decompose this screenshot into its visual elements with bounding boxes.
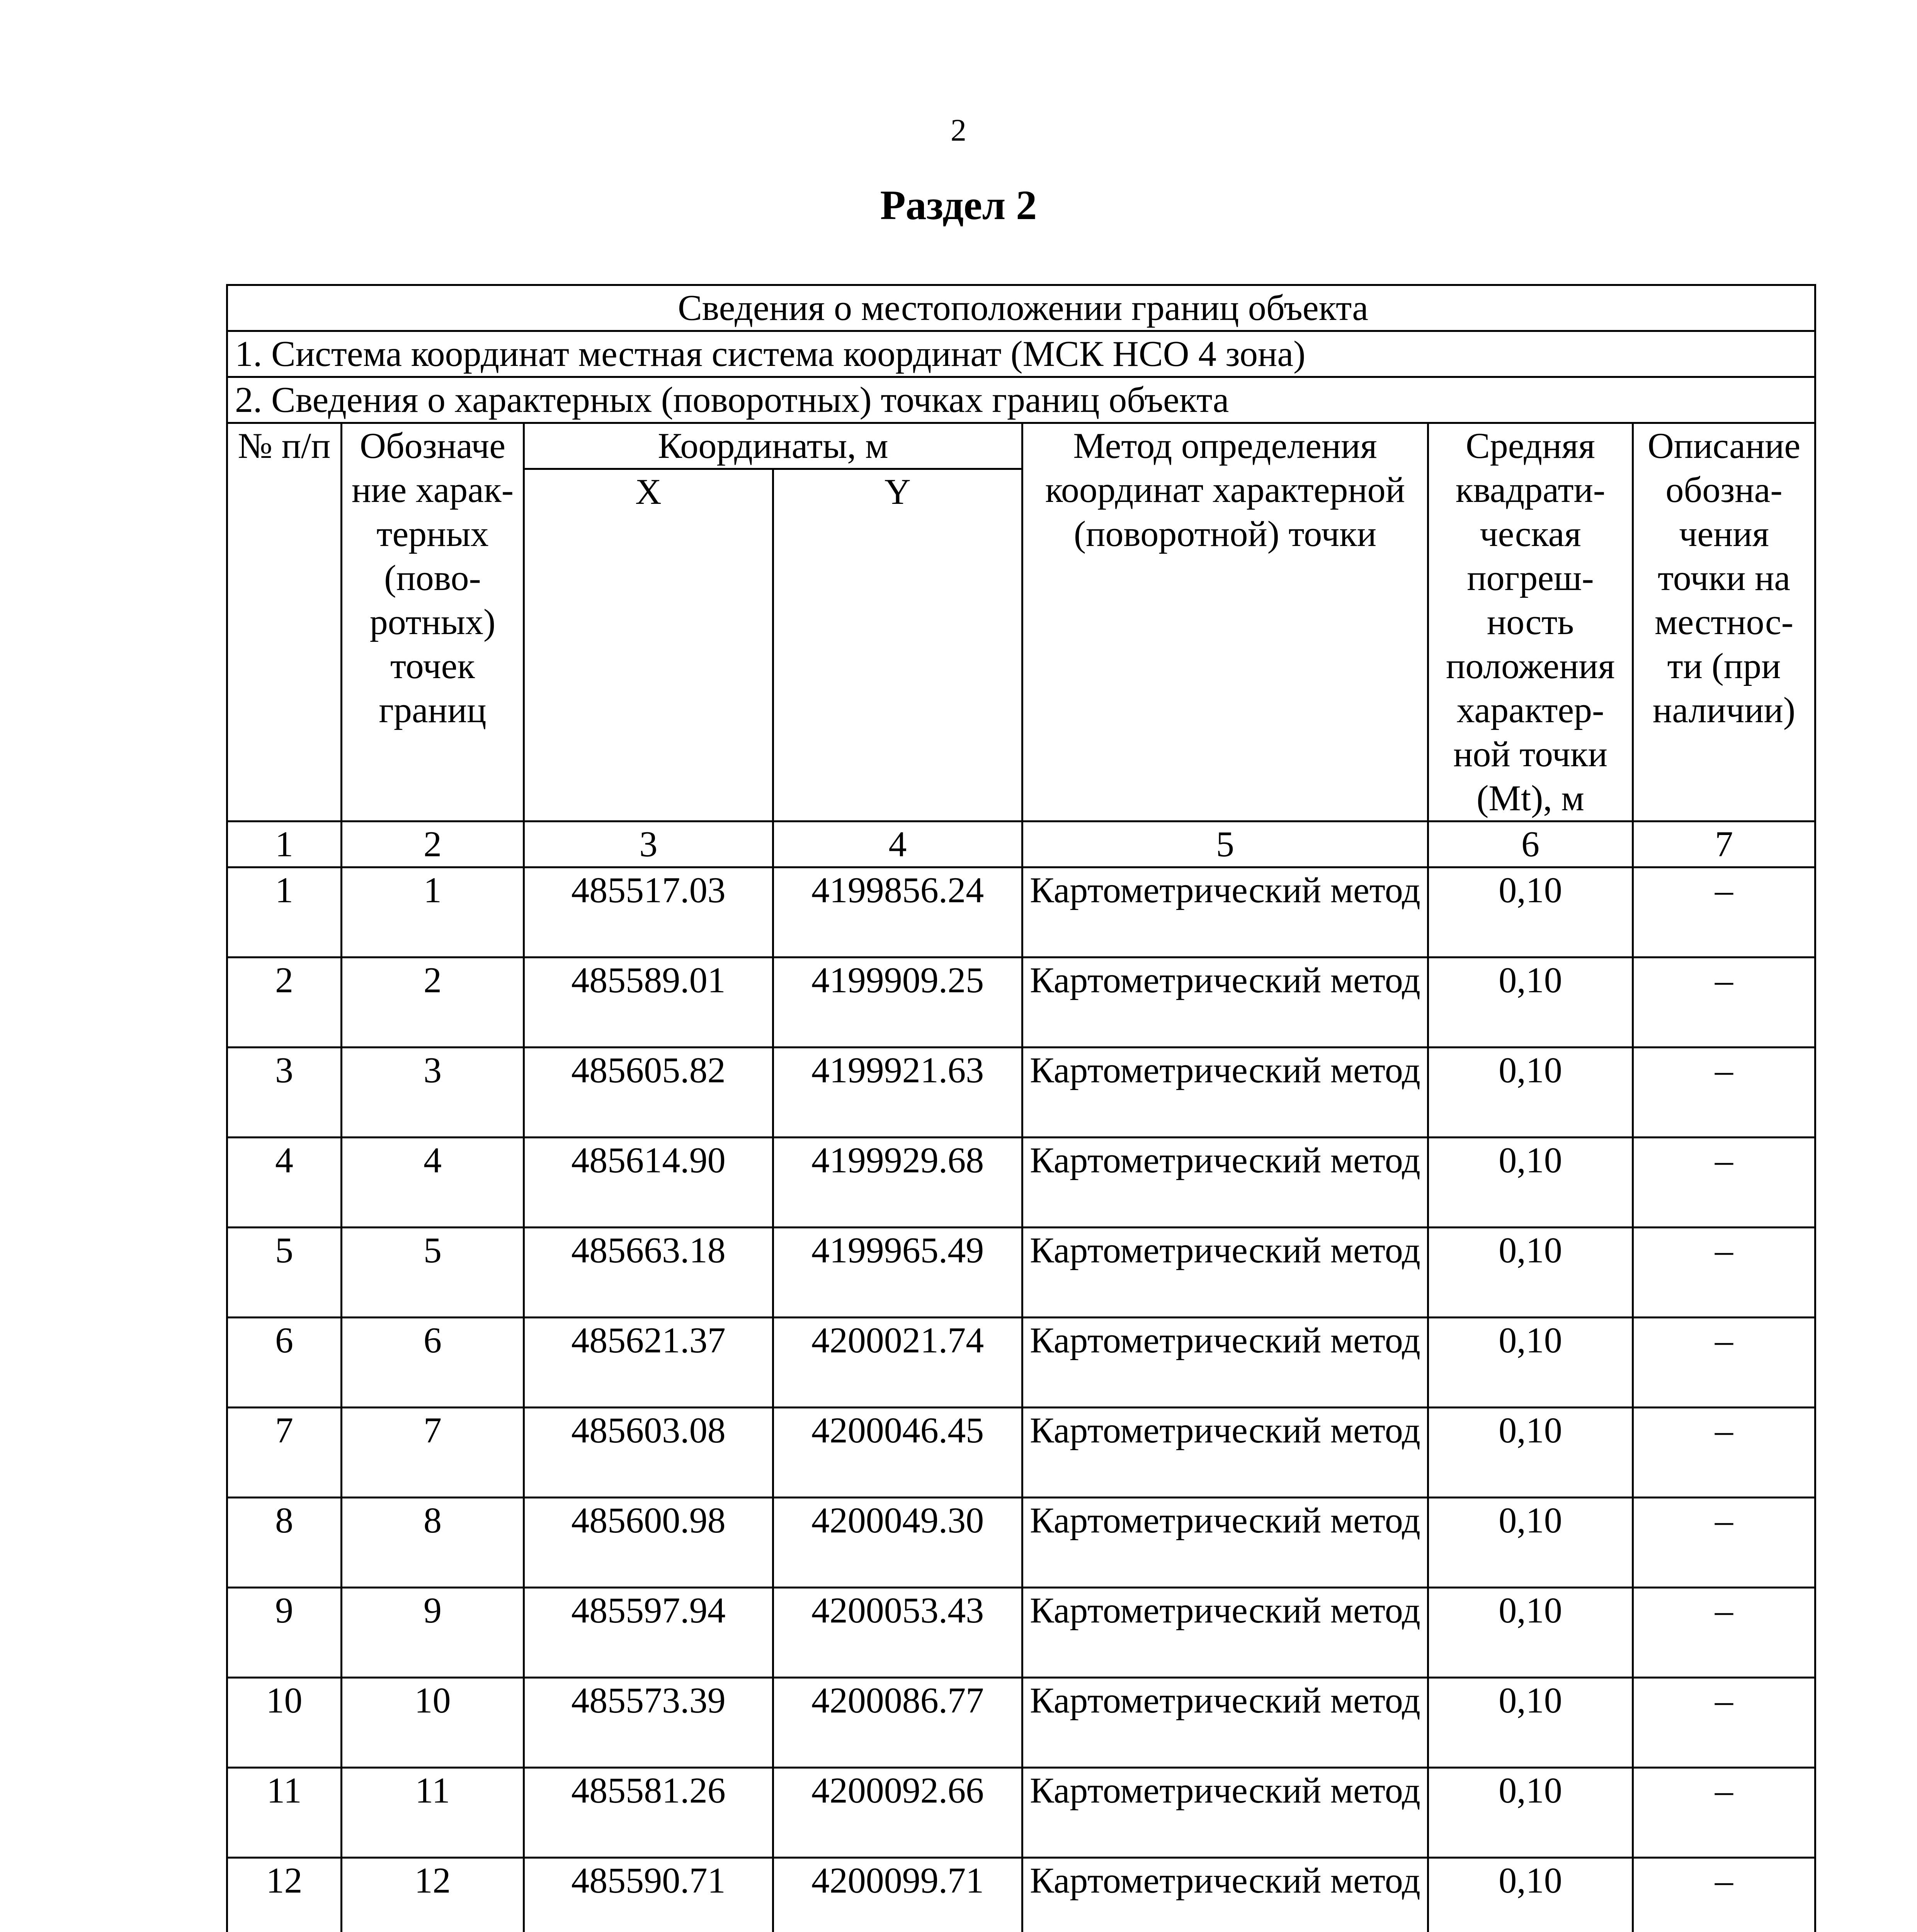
mean-error: 0,10: [1428, 1138, 1633, 1228]
point-number: 10: [227, 1678, 342, 1768]
method: Картометрический метод: [1022, 1588, 1428, 1678]
coord-x: 485573.39: [524, 1678, 773, 1768]
coord-y: 4200021.74: [773, 1318, 1022, 1408]
method: Картометрический метод: [1022, 1498, 1428, 1588]
method: Картометрический метод: [1022, 1408, 1428, 1498]
column-number: 2: [342, 821, 524, 867]
description: –: [1633, 1228, 1815, 1318]
point-number: 8: [227, 1498, 342, 1588]
method: Картометрический метод: [1022, 867, 1428, 957]
coord-y: 4200099.71: [773, 1858, 1022, 1932]
description: –: [1633, 1138, 1815, 1228]
coord-y: 4199929.68: [773, 1138, 1022, 1228]
table-row: [227, 1408, 1815, 1498]
table-row: [227, 1228, 1815, 1318]
method: Картометрический метод: [1022, 1048, 1428, 1138]
point-designation: 2: [342, 957, 524, 1048]
header-x: X: [524, 469, 773, 821]
point-designation: 7: [342, 1408, 524, 1498]
header-description: Описание обозна- чения точки на местнос- ти (при наличии): [1633, 423, 1815, 821]
table-row: [227, 1498, 1815, 1588]
table-row: [227, 1588, 1815, 1678]
point-designation: 8: [342, 1498, 524, 1588]
point-designation: 12: [342, 1858, 524, 1932]
mean-error: 0,10: [1428, 957, 1633, 1048]
coord-x: 485614.90: [524, 1138, 773, 1228]
method: Картометрический метод: [1022, 957, 1428, 1048]
coord-y: 4200086.77: [773, 1678, 1022, 1768]
point-designation: 3: [342, 1048, 524, 1138]
point-designation: 11: [342, 1768, 524, 1858]
point-designation: 6: [342, 1318, 524, 1408]
description: –: [1633, 1678, 1815, 1768]
table-row: [227, 1318, 1815, 1408]
point-number: 6: [227, 1318, 342, 1408]
column-number: 7: [1633, 821, 1815, 867]
point-number: 4: [227, 1138, 342, 1228]
column-number: 1: [227, 821, 342, 867]
coord-x: 485621.37: [524, 1318, 773, 1408]
table-row: [227, 1858, 1815, 1932]
method: Картометрический метод: [1022, 1678, 1428, 1768]
point-designation: 1: [342, 867, 524, 957]
section-title: Раздел 2: [880, 182, 1037, 228]
point-number: 3: [227, 1048, 342, 1138]
points-caption: 2. Сведения о характерных (поворотных) точках границ объекта: [227, 377, 1815, 423]
table-row: [227, 1678, 1815, 1768]
description: –: [1633, 1408, 1815, 1498]
header-method: Метод определения координат характерной (поворотной) точки: [1022, 423, 1428, 821]
point-number: 11: [227, 1768, 342, 1858]
point-number: 2: [227, 957, 342, 1048]
coord-x: 485605.82: [524, 1048, 773, 1138]
point-number: 7: [227, 1408, 342, 1498]
mean-error: 0,10: [1428, 1318, 1633, 1408]
point-designation: 4: [342, 1138, 524, 1228]
point-designation: 9: [342, 1588, 524, 1678]
coord-y: 4200049.30: [773, 1498, 1022, 1588]
mean-error: 0,10: [1428, 1228, 1633, 1318]
coord-y: 4199856.24: [773, 867, 1022, 957]
method: Картометрический метод: [1022, 1858, 1428, 1932]
header-num: № п/п: [227, 423, 342, 821]
column-number: 5: [1022, 821, 1428, 867]
mean-error: 0,10: [1428, 1408, 1633, 1498]
header-y: Y: [773, 469, 1022, 821]
coord-x: 485603.08: [524, 1408, 773, 1498]
point-number: 12: [227, 1858, 342, 1932]
method: Картометрический метод: [1022, 1138, 1428, 1228]
header-error: Средняя квадрати- ческая погреш- ность положения характер- ной точки (Mt), м: [1428, 423, 1633, 821]
mean-error: 0,10: [1428, 1858, 1633, 1932]
coord-x: 485600.98: [524, 1498, 773, 1588]
table-row: [227, 867, 1815, 957]
header-designation: Обозначе ние харак- терных (пово- ротных) точек границ: [342, 423, 524, 821]
coord-x: 485517.03: [524, 867, 773, 957]
mean-error: 0,10: [1428, 1678, 1633, 1768]
point-number: 1: [227, 867, 342, 957]
description: –: [1633, 957, 1815, 1048]
mean-error: 0,10: [1428, 1768, 1633, 1858]
coord-y: 4199909.25: [773, 957, 1022, 1048]
method: Картометрический метод: [1022, 1318, 1428, 1408]
column-number: 3: [524, 821, 773, 867]
coord-y: 4199921.63: [773, 1048, 1022, 1138]
point-designation: 10: [342, 1678, 524, 1768]
coord-y: 4199965.49: [773, 1228, 1022, 1318]
coord-x: 485589.01: [524, 957, 773, 1048]
page-number: 2: [951, 112, 966, 148]
mean-error: 0,10: [1428, 867, 1633, 957]
coord-x: 485590.71: [524, 1858, 773, 1932]
table-row: [227, 1768, 1815, 1858]
table-row: [227, 1048, 1815, 1138]
column-number: 6: [1428, 821, 1633, 867]
coord-x: 485581.26: [524, 1768, 773, 1858]
table-title: Сведения о местоположении границ объекта: [227, 285, 1815, 331]
coord-y: 4200092.66: [773, 1768, 1022, 1858]
point-number: 5: [227, 1228, 342, 1318]
coord-y: 4200046.45: [773, 1408, 1022, 1498]
method: Картометрический метод: [1022, 1228, 1428, 1318]
method: Картометрический метод: [1022, 1768, 1428, 1858]
table-row: [227, 957, 1815, 1048]
header-coordinates: Координаты, м: [524, 423, 1022, 469]
description: –: [1633, 1318, 1815, 1408]
column-number: 4: [773, 821, 1022, 867]
coord-x: 485597.94: [524, 1588, 773, 1678]
point-number: 9: [227, 1588, 342, 1678]
mean-error: 0,10: [1428, 1048, 1633, 1138]
description: –: [1633, 1858, 1815, 1932]
point-designation: 5: [342, 1228, 524, 1318]
mean-error: 0,10: [1428, 1588, 1633, 1678]
description: –: [1633, 867, 1815, 957]
description: –: [1633, 1588, 1815, 1678]
coord-y: 4200053.43: [773, 1588, 1022, 1678]
table-row: [227, 1138, 1815, 1228]
coord-x: 485663.18: [524, 1228, 773, 1318]
boundary-points-table: [226, 284, 1816, 1932]
description: –: [1633, 1048, 1815, 1138]
description: –: [1633, 1498, 1815, 1588]
column-number-row: [227, 821, 1815, 867]
description: –: [1633, 1768, 1815, 1858]
mean-error: 0,10: [1428, 1498, 1633, 1588]
coordinate-system-line: 1. Система координат местная система координат (МСК НСО 4 зона): [227, 331, 1815, 377]
